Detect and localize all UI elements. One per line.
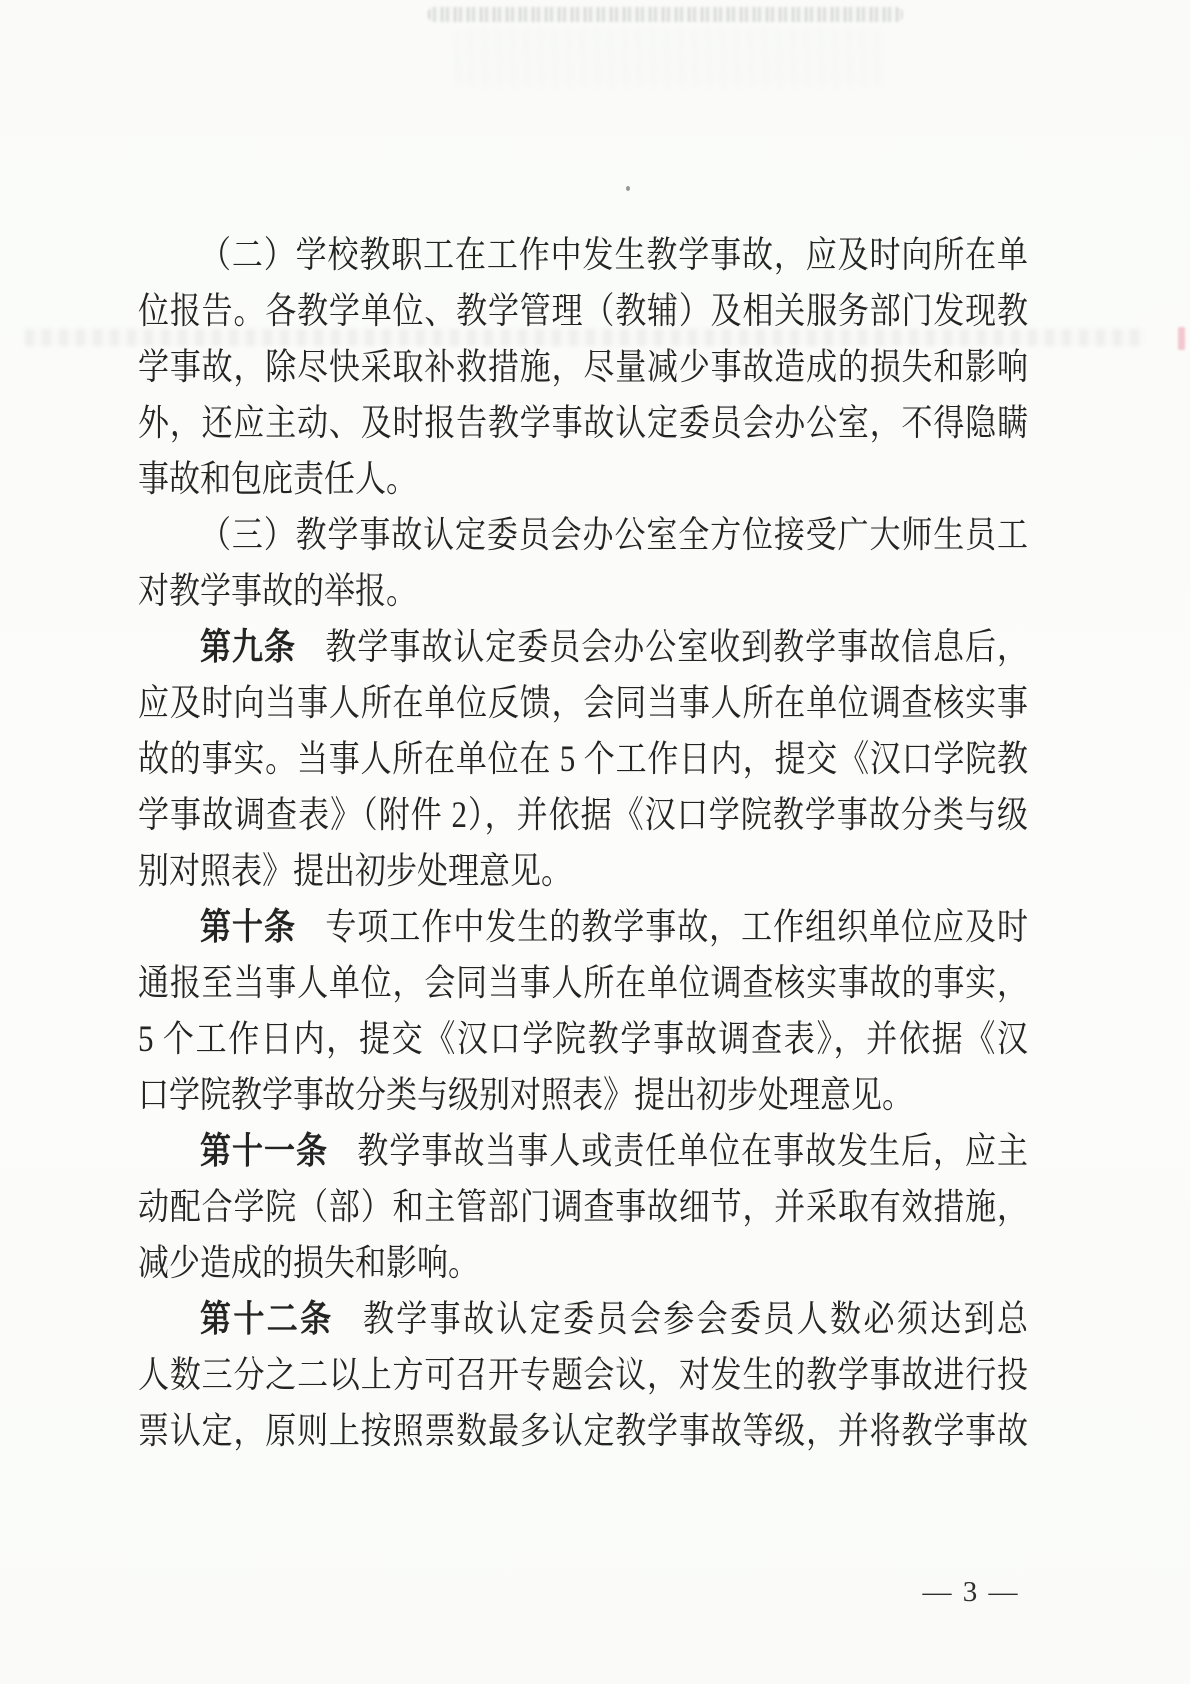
text-line: 事故和包庇责任人。 bbox=[138, 457, 417, 500]
text-line: 学事故调查表》（附件 2），并依据《汉口学院教学事故分类与级 bbox=[138, 793, 1028, 836]
article-number-heading: 第十条 bbox=[200, 905, 296, 948]
text-line: 位报告。各教学单位、教学管理（教辅）及相关服务部门发现教 bbox=[138, 289, 1028, 332]
text-line: 外，还应主动、及时报告教学事故认定委员会办公室，不得隐瞒 bbox=[138, 401, 1028, 444]
article-number-heading: 第十二条 bbox=[200, 1297, 334, 1340]
text-line: 故的事实。当事人所在单位在 5 个工作日内，提交《汉口学院教 bbox=[138, 737, 1028, 780]
text-line: 第十一条 教学事故当事人或责任单位在事故发生后，应主 bbox=[200, 1129, 1029, 1172]
paragraph-article-11 bbox=[138, 1123, 1028, 1291]
text-line: 减少造成的损失和影响。 bbox=[138, 1241, 479, 1284]
text-line: 学事故，除尽快采取补救措施，尽量减少事故造成的损失和影响 bbox=[138, 345, 1028, 388]
scan-smudge bbox=[455, 28, 885, 88]
text-line: 第十条 专项工作中发生的教学事故，工作组织单位应及时 bbox=[200, 905, 1029, 948]
scan-speck bbox=[626, 186, 630, 191]
text-line: 第九条 教学事故认定委员会办公室收到教学事故信息后， bbox=[200, 625, 1029, 668]
text-line: 口学院教学事故分类与级别对照表》提出初步处理意见。 bbox=[138, 1073, 913, 1116]
text-line: （二）学校教职工在工作中发生教学事故，应及时向所在单 bbox=[200, 233, 1028, 276]
text-line: 票认定，原则上按照票数最多认定教学事故等级，并将教学事故 bbox=[138, 1409, 1028, 1452]
page-number: — 3 — bbox=[922, 1576, 1020, 1608]
text-line: 别对照表》提出初步处理意见。 bbox=[138, 849, 572, 892]
paragraph-item-3 bbox=[138, 507, 1028, 619]
text-line: 动配合学院（部）和主管部门调查事故细节，并采取有效措施， bbox=[138, 1185, 1028, 1228]
scan-mark bbox=[1178, 327, 1185, 350]
paragraph-item-2 bbox=[138, 227, 1028, 507]
scan-smudge bbox=[428, 7, 903, 22]
text-line: 应及时向当事人所在单位反馈，会同当事人所在单位调查核实事 bbox=[138, 681, 1028, 724]
text-line: 人数三分之二以上方可召开专题会议，对发生的教学事故进行投 bbox=[138, 1353, 1028, 1396]
text-line: 第十二条 教学事故认定委员会参会委员人数必须达到总 bbox=[200, 1297, 1029, 1340]
text-line: 通报至当事人单位，会同当事人所在单位调查核实事故的事实， bbox=[138, 961, 1028, 1004]
paragraph-article-12 bbox=[138, 1291, 1028, 1459]
text-line: 对教学事故的举报。 bbox=[138, 569, 417, 612]
text-line: （三）教学事故认定委员会办公室全方位接受广大师生员工 bbox=[200, 513, 1028, 556]
paragraph-article-9 bbox=[138, 619, 1028, 899]
text-line: 5 个工作日内，提交《汉口学院教学事故调查表》，并依据《汉 bbox=[138, 1017, 1028, 1060]
article-number-heading: 第九条 bbox=[200, 625, 296, 668]
article-number-heading: 第十一条 bbox=[200, 1129, 328, 1172]
document-body bbox=[138, 227, 1028, 1459]
paragraph-article-10 bbox=[138, 899, 1028, 1123]
